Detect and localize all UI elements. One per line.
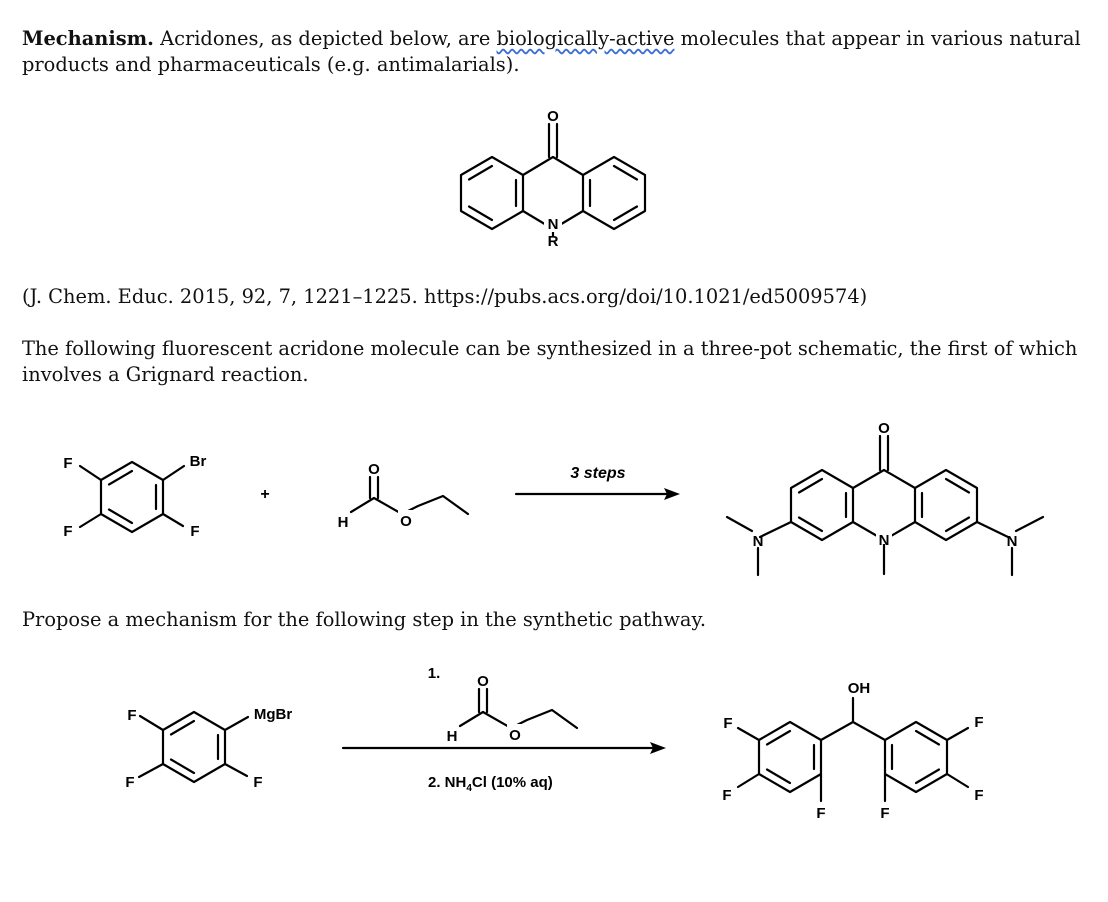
tris-dimethylamino-acridone-structure: [727, 420, 1043, 575]
formyl-hydrogen-label: H: [337, 514, 349, 531]
citation: (J. Chem. Educ. 2015, 92, 7, 1221–1225. https://pubs.acs.org/doi/10.1021/ed5009574): [22, 285, 868, 308]
carbonyl-oxygen-label: O: [547, 108, 559, 125]
three-steps-label: 3 steps: [570, 465, 626, 482]
bromine-label: Br: [189, 453, 207, 470]
step-two-label: 2. $NH_4Cl$ (10% aq): [428, 774, 553, 794]
fluorine-label: F: [63, 523, 73, 540]
fluorine-label: F: [190, 523, 200, 540]
ester-oxygen-label: O: [509, 727, 521, 744]
ethyl-formate-structure: [338, 461, 468, 531]
formyl-hydrogen-label: H: [446, 728, 458, 745]
spellcheck-underlined-term[interactable]: biologically-active: [496, 27, 675, 50]
carbonyl-oxygen-label: O: [477, 673, 489, 690]
step-one-label: 1.: [427, 665, 441, 682]
grignard-reagent-structure: [125, 706, 292, 791]
magnesium-bromide-label: MgBr: [253, 706, 293, 723]
hydroxyl-label: OH: [847, 680, 871, 697]
synthesis-intro: The following fluorescent acridone molecule can be synthesized in a three-pot schematic, the first of which involves a Grignard reaction.: [22, 337, 1078, 386]
amine-nitrogen-label: N: [752, 533, 764, 550]
intro-text-b: molecules that appear in various natural products and pharmaceuticals (e.g. antimalarials).: [22, 27, 1081, 76]
fluorine-label: F: [880, 805, 890, 822]
ethyl-formate-reagent-structure: [447, 673, 577, 745]
fluorine-label: F: [63, 455, 73, 472]
mechanism-heading: Mechanism.: [22, 27, 154, 50]
diaryl-methanol-product-structure: [722, 680, 983, 822]
fluorine-label: F: [816, 805, 826, 822]
carbonyl-oxygen-label: O: [368, 461, 380, 478]
intro-text-a: Acridones, as depicted below, are: [160, 27, 491, 50]
reaction-arrow-three-steps: [516, 465, 680, 500]
ring-nitrogen-label: N: [547, 216, 559, 233]
propose-mechanism-prompt: Propose a mechanism for the following step in the synthetic pathway.: [22, 608, 707, 631]
r-group-label: R: [547, 233, 559, 250]
ester-oxygen-label: O: [400, 513, 412, 530]
amine-nitrogen-label: N: [1006, 533, 1018, 550]
acridone-core-structure: [461, 108, 645, 250]
fluorine-label: F: [722, 787, 732, 804]
fluorine-label: F: [974, 714, 984, 731]
fluorine-label: F: [127, 707, 137, 724]
fluorine-label: F: [253, 774, 263, 791]
carbonyl-oxygen-label: O: [878, 420, 890, 437]
fluorine-label: F: [125, 774, 135, 791]
fluorine-label: F: [974, 787, 984, 804]
fluorine-label: F: [723, 715, 733, 732]
ring-nitrogen-label: N: [878, 532, 890, 549]
bromotrifluorobenzene-structure: [63, 453, 206, 540]
plus-sign: +: [260, 486, 270, 503]
reaction-arrow-grignard-step: [343, 742, 666, 754]
